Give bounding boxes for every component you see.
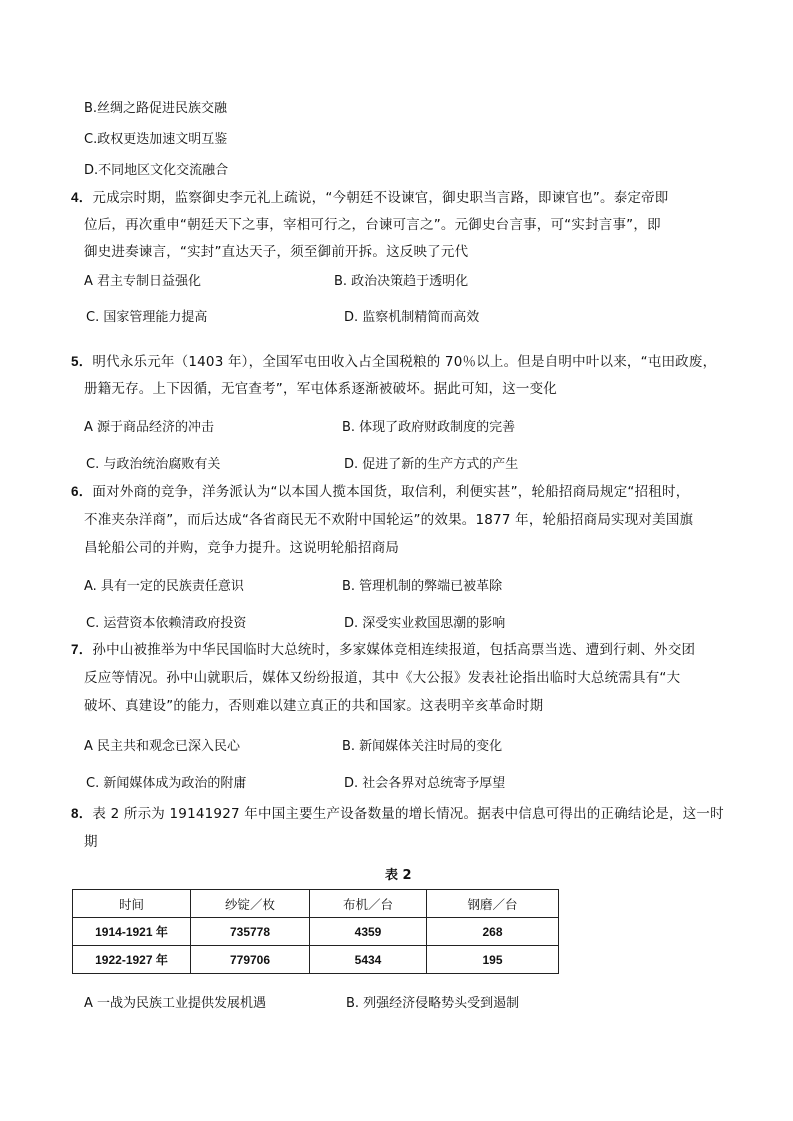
table-cell: 1922-1927 年 <box>73 946 191 974</box>
question-4-number: 4． <box>71 190 93 205</box>
table-cell: 735778 <box>191 918 310 946</box>
table-row <box>73 918 559 946</box>
table-cell: 268 <box>427 918 559 946</box>
question-7-option-d[interactable]: D. 社会各界对总统寄予厚望 <box>344 776 506 791</box>
table-cell: 195 <box>427 946 559 974</box>
question-6-option-c[interactable]: C. 运营资本依赖清政府投资 <box>86 616 247 631</box>
question-8-number: 8． <box>71 806 93 821</box>
question-4-option-c[interactable]: C. 国家管理能力提高 <box>86 310 208 325</box>
question-5-number: 5． <box>71 354 93 369</box>
question-4-option-b[interactable]: B. 政治决策趋于透明化 <box>334 274 469 289</box>
question-4-option-a[interactable]: A 君主专制日益强化 <box>84 274 202 289</box>
question-5-option-b[interactable]: B. 体现了政府财政制度的完善 <box>342 420 516 435</box>
question-5-option-d[interactable]: D. 促进了新的生产方式的产生 <box>344 457 519 472</box>
question-8-option-a[interactable]: A 一战为民族工业提供发展机遇 <box>84 996 267 1011</box>
table-header-cell: 纱锭／枚 <box>191 890 310 918</box>
question-7-line-3: 破坏、真建设”的能力，否则难以建立真正的共和国家。这表明辛亥革命时期 <box>84 698 544 714</box>
table-cell: 1914-1921 年 <box>73 918 191 946</box>
question-8-line-1: 8．表 2 所示为 19141927 年中国主要生产设备数量的增长情况。据表中信息可得出的正确结论是，这一时 <box>71 806 724 822</box>
table-cell: 5434 <box>310 946 427 974</box>
question-7-option-a[interactable]: A 民主共和观念已深入民心 <box>84 739 241 754</box>
table-caption: 表 2 <box>385 868 412 883</box>
table-header-cell: 钢磨／台 <box>427 890 559 918</box>
question-7-option-b[interactable]: B. 新闻媒体关注时局的变化 <box>342 739 503 754</box>
question-8-option-b[interactable]: B. 列强经济侵略势头受到遏制 <box>346 996 520 1011</box>
question-5-option-a[interactable]: A 源于商品经济的冲击 <box>84 420 215 435</box>
question-6-line-1: 6．面对外商的竞争，洋务派认为“以本国人揽本国货，取信利，利便实甚”，轮船招商局规定“招租时， <box>71 484 690 500</box>
question-6-option-a[interactable]: A. 具有一定的民族责任意识 <box>84 579 244 594</box>
question-6-number: 6． <box>71 484 93 499</box>
table-row <box>73 946 559 974</box>
question-6-line-3: 昌轮船公司的并购，竞争力提升。这说明轮船招商局 <box>84 540 400 556</box>
question-4-line-3: 御史进奏谏言，“实封”直达天子，须至御前开拆。这反映了元代 <box>84 244 469 260</box>
question-7-line-2: 反应等情况。孙中山就职后，媒体又纷纷报道，其中《大公报》发表社论指出临时大总统需具有“大 <box>84 670 681 686</box>
question-7-option-c[interactable]: C. 新闻媒体成为政治的附庸 <box>86 776 247 791</box>
question-6-option-b[interactable]: B. 管理机制的弊端已被革除 <box>342 579 503 594</box>
table-header-cell: 时间 <box>73 890 191 918</box>
question-7-number: 7． <box>71 642 93 657</box>
table-header-row <box>73 890 559 918</box>
data-table <box>72 889 559 974</box>
table-cell: 4359 <box>310 918 427 946</box>
question-6-option-d[interactable]: D. 深受实业救国思潮的影响 <box>344 616 506 631</box>
question-4-line-2: 位后，再次重申“朝廷天下之事，宰相可行之，台谏可言之”。元御史台言事，可“实封言事”，即 <box>84 217 661 233</box>
table-header-cell: 布机／台 <box>310 890 427 918</box>
question-4-line-1: 4．元成宗时期，监察御史李元礼上疏说，“今朝廷不设谏官，御史职当言路，即谏官也”。泰定帝即 <box>71 190 669 206</box>
question-4-option-d[interactable]: D. 监察机制精简而高效 <box>344 310 480 325</box>
question-5-line-2: 册籍无存。上下因循，无官查考”，军屯体系逐渐被破坏。据此可知，这一变化 <box>84 381 557 397</box>
question-5-option-c[interactable]: C. 与政治统治腐败有关 <box>86 457 221 472</box>
option-prev-d[interactable]: D.不同地区文化交流融合 <box>84 163 229 178</box>
question-5-line-1: 5．明代永乐元年（1403 年），全国军屯田收入占全国税粮的 70％以上。但是自明中叶以来，“屯田政废， <box>71 354 717 370</box>
table-cell: 779706 <box>191 946 310 974</box>
question-7-line-1: 7．孙中山被推举为中华民国临时大总统时，多家媒体竞相连续报道，包括高票当选、遭到行刺、外交团 <box>71 642 696 658</box>
question-6-line-2: 不准夹杂洋商”，而后达成“各省商民无不欢附中国轮运”的效果。1877 年，轮船招商局实现对美国旗 <box>84 512 694 528</box>
question-8-line-2: 期 <box>84 834 98 850</box>
option-prev-b[interactable]: B.丝绸之路促进民族交融 <box>84 101 228 116</box>
option-prev-c[interactable]: C.政权更迭加速文明互鉴 <box>84 132 228 147</box>
